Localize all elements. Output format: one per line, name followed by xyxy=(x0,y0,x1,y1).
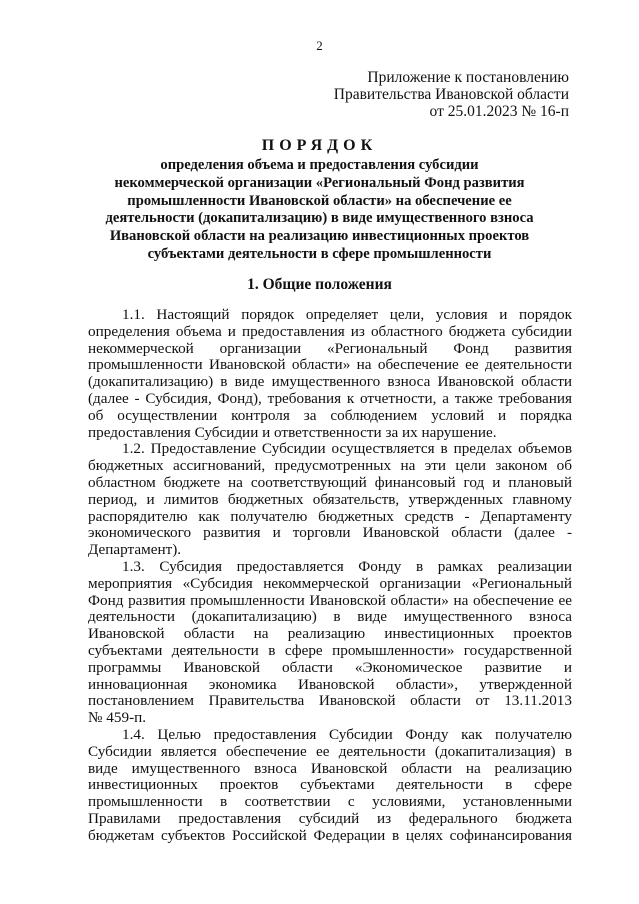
paragraph-1-1 xyxy=(88,307,572,441)
text-line: 1.1. Настоящий порядок определяет цели, условия и порядок xyxy=(122,307,572,323)
title-line: промышленности Ивановской области» на обеспечение ее xyxy=(127,192,512,209)
text-line: программы Ивановской области «Экономическое развитие и xyxy=(88,659,572,676)
document-title xyxy=(60,137,579,264)
text-line: некоммерческой организации «Региональный Фонд развития xyxy=(88,340,572,357)
text-line: субъектами деятельности в сфере промышленности» государственной xyxy=(88,642,572,659)
title-line: определения объема и предоставления субсидии xyxy=(160,157,479,173)
text-line: (докапитализацию) в виде имущественного взноса Ивановской области xyxy=(88,374,572,391)
text-line: распорядителю как получателю бюджетных средств - Департаменту xyxy=(88,508,572,525)
title-line: некоммерческой организации «Региональный Фонд развития xyxy=(114,174,525,191)
appendix-line: от 25.01.2023 № 16-п xyxy=(429,103,569,120)
title-line: деятельности (докапитализацию) в виде имущественного взноса xyxy=(105,210,534,227)
text-line: 1.3. Субсидия предоставляется Фонду в рамках реализации xyxy=(122,558,572,575)
text-line: инновационная экономика Ивановской области», утвержденной xyxy=(88,676,572,693)
paragraph-1-4 xyxy=(88,727,572,845)
text-line: промышленности Ивановской области» на обеспечение ее деятельности xyxy=(88,357,572,374)
text-line: № 459-п. xyxy=(88,710,147,727)
section-heading: 1. Общие положения xyxy=(247,276,392,293)
text-line: бюджетных ассигнований, предусмотренных на эти цели законом об xyxy=(88,458,572,475)
text-line: определения объема и предоставления из областного бюджета субсидии xyxy=(88,323,572,340)
text-line: постановлением Правительства Ивановской области от 13.11.2013 xyxy=(88,693,572,710)
title-line: субъектами деятельности в сфере промышленности xyxy=(147,245,492,262)
text-line: Правилами предоставления субсидий из федерального бюджета xyxy=(88,810,572,827)
paragraph-1-2 xyxy=(88,441,572,559)
paragraph-1-3 xyxy=(88,559,572,727)
text-line: Ивановской области на реализацию инвестиционных проектов xyxy=(88,626,572,643)
text-line: бюджетам субъектов Российской Федерации в целях софинансирования xyxy=(88,827,572,844)
text-line: период, и лимитов бюджетных обязательств, утвержденных главному xyxy=(88,491,572,508)
text-line: инвестиционных проектов субъектами деятельности в сфере xyxy=(88,777,572,794)
page-number: 2 xyxy=(316,38,323,53)
text-line: предоставления Субсидии и ответственности за их нарушение. xyxy=(88,424,497,441)
appendix-note xyxy=(334,69,569,120)
text-line: об осуществлении контроля за соблюдением условий и порядка xyxy=(88,407,572,424)
text-line: экономического развития и торговли Ивановской области (далее - xyxy=(88,525,572,542)
text-line: деятельности (докапитализацию) в виде имущественного взноса xyxy=(88,609,572,626)
text-line: областном бюджете на соответствующий финансовый год и плановый xyxy=(88,474,572,491)
text-line: Фонд развития промышленности Ивановской области» на обеспечение ее xyxy=(88,592,572,609)
text-line: Департамент). xyxy=(88,542,182,559)
title-main: ПОРЯДОК xyxy=(261,137,378,154)
text-line: мероприятия «Субсидия некоммерческой организации «Региональный xyxy=(88,575,572,592)
appendix-line: Приложение к постановлению xyxy=(367,69,569,86)
title-line: Ивановской области на реализацию инвестиционных проектов xyxy=(109,228,530,245)
text-line: 1.2. Предоставление Субсидии осуществляется в пределах объемов xyxy=(122,441,572,458)
appendix-line: Правительства Ивановской области xyxy=(333,86,569,103)
text-line: Субсидии является обеспечение ее деятельности (докапитализация) в xyxy=(88,743,572,760)
text-line: промышленности в соответствии с условиями, установленными xyxy=(88,794,572,811)
body-text xyxy=(88,307,572,845)
text-line: (далее - Субсидия, Фонд), требования к отчетности, а также требования xyxy=(88,390,572,407)
text-line: виде имущественного взноса Ивановской области на реализацию xyxy=(88,760,572,777)
text-line: 1.4. Целью предоставления Субсидии Фонду как получателю xyxy=(122,726,572,743)
